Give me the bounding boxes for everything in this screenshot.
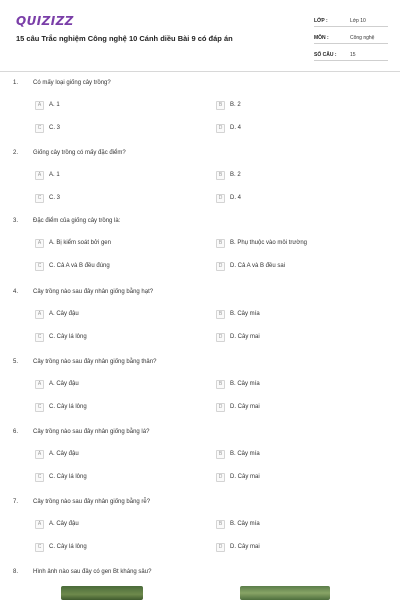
option-text: D. Cây mai xyxy=(230,544,260,550)
meta-row-class xyxy=(314,10,388,27)
answer-option-c[interactable] xyxy=(35,123,60,133)
question-number: 4. xyxy=(13,289,19,295)
option-letter-box: C xyxy=(35,124,44,133)
answer-option-b[interactable] xyxy=(216,449,260,459)
option-text: C. Cây lá lông xyxy=(49,544,87,550)
question-text: Hình ảnh nào sau đây có gen Bt kháng sâu? xyxy=(33,569,152,575)
option-text: D. 4 xyxy=(230,125,242,131)
option-letter-box: D xyxy=(216,473,225,482)
question-text: Có mấy loại giống cây trồng? xyxy=(33,80,111,86)
meta-label: MÔN : xyxy=(314,35,329,41)
answer-option-d[interactable] xyxy=(216,261,285,271)
meta-value: Công nghệ xyxy=(350,35,375,41)
option-letter-box: D xyxy=(216,194,225,203)
quizizz-logo: QUIZIZZ xyxy=(16,14,74,28)
question-number: 5. xyxy=(13,359,19,365)
answer-option-d[interactable] xyxy=(216,542,260,552)
question-text: Cây trồng nào sau đây nhân giống bằng rễ? xyxy=(33,499,151,505)
meta-table xyxy=(314,10,388,61)
question-text: Đặc điểm của giống cây trồng là: xyxy=(33,218,121,224)
answer-image-2 xyxy=(240,586,330,600)
meta-label: SỐ CÂU : xyxy=(314,52,337,58)
answer-option-b[interactable] xyxy=(216,309,260,319)
option-letter-box: B xyxy=(216,380,225,389)
option-text: C. 3 xyxy=(49,125,61,131)
answer-option-b[interactable] xyxy=(216,170,241,180)
option-letter-box: D xyxy=(216,543,225,552)
option-text: A. Cây đậu xyxy=(49,521,79,527)
answer-option-b[interactable] xyxy=(216,519,260,529)
document-title: 15 câu Trắc nghiệm Công nghệ 10 Cánh diều Bài 9 có đáp án xyxy=(16,34,233,43)
question-text: Cây trồng nào sau đây nhân giống bằng thân? xyxy=(33,359,157,365)
option-letter-box: B xyxy=(216,450,225,459)
option-letter-box: C xyxy=(35,403,44,412)
question-number: 7. xyxy=(13,499,19,505)
meta-value: Lớp 10 xyxy=(350,18,366,24)
option-text: D. Cả A và B đều sai xyxy=(230,263,286,269)
option-text: C. Cây lá lông xyxy=(49,334,87,340)
option-text: B. Cây mía xyxy=(230,311,260,317)
answer-option-d[interactable] xyxy=(216,402,260,412)
question-number: 3. xyxy=(13,218,19,224)
answer-option-a[interactable] xyxy=(35,449,79,459)
option-text: A. Cây đậu xyxy=(49,451,79,457)
answer-option-a[interactable] xyxy=(35,238,111,248)
option-letter-box: C xyxy=(35,262,44,271)
option-letter-box: A xyxy=(35,171,44,180)
option-text: D. Cây mai xyxy=(230,334,260,340)
answer-option-a[interactable] xyxy=(35,170,60,180)
answer-option-a[interactable] xyxy=(35,519,79,529)
answer-option-b[interactable] xyxy=(216,379,260,389)
option-letter-box: C xyxy=(35,333,44,342)
answer-option-c[interactable] xyxy=(35,193,60,203)
option-text: C. Cây lá lông xyxy=(49,404,87,410)
option-text: A. Cây đậu xyxy=(49,381,79,387)
option-text: D. Cây mai xyxy=(230,474,260,480)
answer-option-d[interactable] xyxy=(216,123,241,133)
option-letter-box: B xyxy=(216,239,225,248)
answer-option-c[interactable] xyxy=(35,332,87,342)
answer-option-b[interactable] xyxy=(216,238,307,248)
option-text: A. Bị kiểm soát bởi gen xyxy=(49,240,111,246)
question-number: 1. xyxy=(13,80,19,86)
document-header xyxy=(0,0,400,72)
option-letter-box: B xyxy=(216,310,225,319)
option-letter-box: D xyxy=(216,262,225,271)
answer-option-b[interactable] xyxy=(216,100,241,110)
answer-option-d[interactable] xyxy=(216,332,260,342)
answer-image-1 xyxy=(61,586,143,600)
option-letter-box: A xyxy=(35,310,44,319)
answer-option-a[interactable] xyxy=(35,100,60,110)
answer-option-c[interactable] xyxy=(35,261,110,271)
option-letter-box: A xyxy=(35,450,44,459)
option-text: B. Cây mía xyxy=(230,521,260,527)
question-number: 2. xyxy=(13,150,19,156)
option-letter-box: C xyxy=(35,194,44,203)
option-letter-box: B xyxy=(216,171,225,180)
question-text: Cây trồng nào sau đây nhân giống bằng lá? xyxy=(33,429,150,435)
option-text: C. Cả A và B đều đúng xyxy=(49,263,110,269)
option-text: C. 3 xyxy=(49,195,61,201)
question-text: Giống cây trồng có mấy đặc điểm? xyxy=(33,150,126,156)
option-letter-box: D xyxy=(216,124,225,133)
option-text: B. Phụ thuộc vào môi trường xyxy=(230,240,307,246)
option-letter-box: A xyxy=(35,520,44,529)
option-text: A. 1 xyxy=(49,102,60,108)
option-letter-box: C xyxy=(35,473,44,482)
option-text: A. 1 xyxy=(49,172,60,178)
option-text: C. Cây lá lông xyxy=(49,474,87,480)
option-text: B. 2 xyxy=(230,172,241,178)
option-letter-box: B xyxy=(216,101,225,110)
answer-option-a[interactable] xyxy=(35,309,79,319)
answer-option-d[interactable] xyxy=(216,472,260,482)
meta-row-subject xyxy=(314,27,388,44)
option-text: B. Cây mía xyxy=(230,451,260,457)
option-text: B. Cây mía xyxy=(230,381,260,387)
option-text: A. Cây đậu xyxy=(49,311,79,317)
option-letter-box: C xyxy=(35,543,44,552)
option-text: B. 2 xyxy=(230,102,241,108)
meta-value: 15 xyxy=(350,52,356,58)
option-letter-box: A xyxy=(35,239,44,248)
option-letter-box: D xyxy=(216,403,225,412)
header-divider xyxy=(0,71,400,72)
question-text: Cây trồng nào sau đây nhân giống bằng hạt? xyxy=(33,289,154,295)
option-letter-box: A xyxy=(35,101,44,110)
option-letter-box: B xyxy=(216,520,225,529)
option-letter-box: D xyxy=(216,333,225,342)
answer-option-c[interactable] xyxy=(35,542,87,552)
option-letter-box: A xyxy=(35,380,44,389)
answer-option-a[interactable] xyxy=(35,379,79,389)
meta-row-count xyxy=(314,44,388,61)
answer-option-c[interactable] xyxy=(35,402,87,412)
meta-label: LỚP : xyxy=(314,18,328,24)
question-number: 6. xyxy=(13,429,19,435)
answer-option-d[interactable] xyxy=(216,193,241,203)
answer-option-c[interactable] xyxy=(35,472,87,482)
option-text: D. 4 xyxy=(230,195,242,201)
option-text: D. Cây mai xyxy=(230,404,260,410)
question-number: 8. xyxy=(13,569,19,575)
